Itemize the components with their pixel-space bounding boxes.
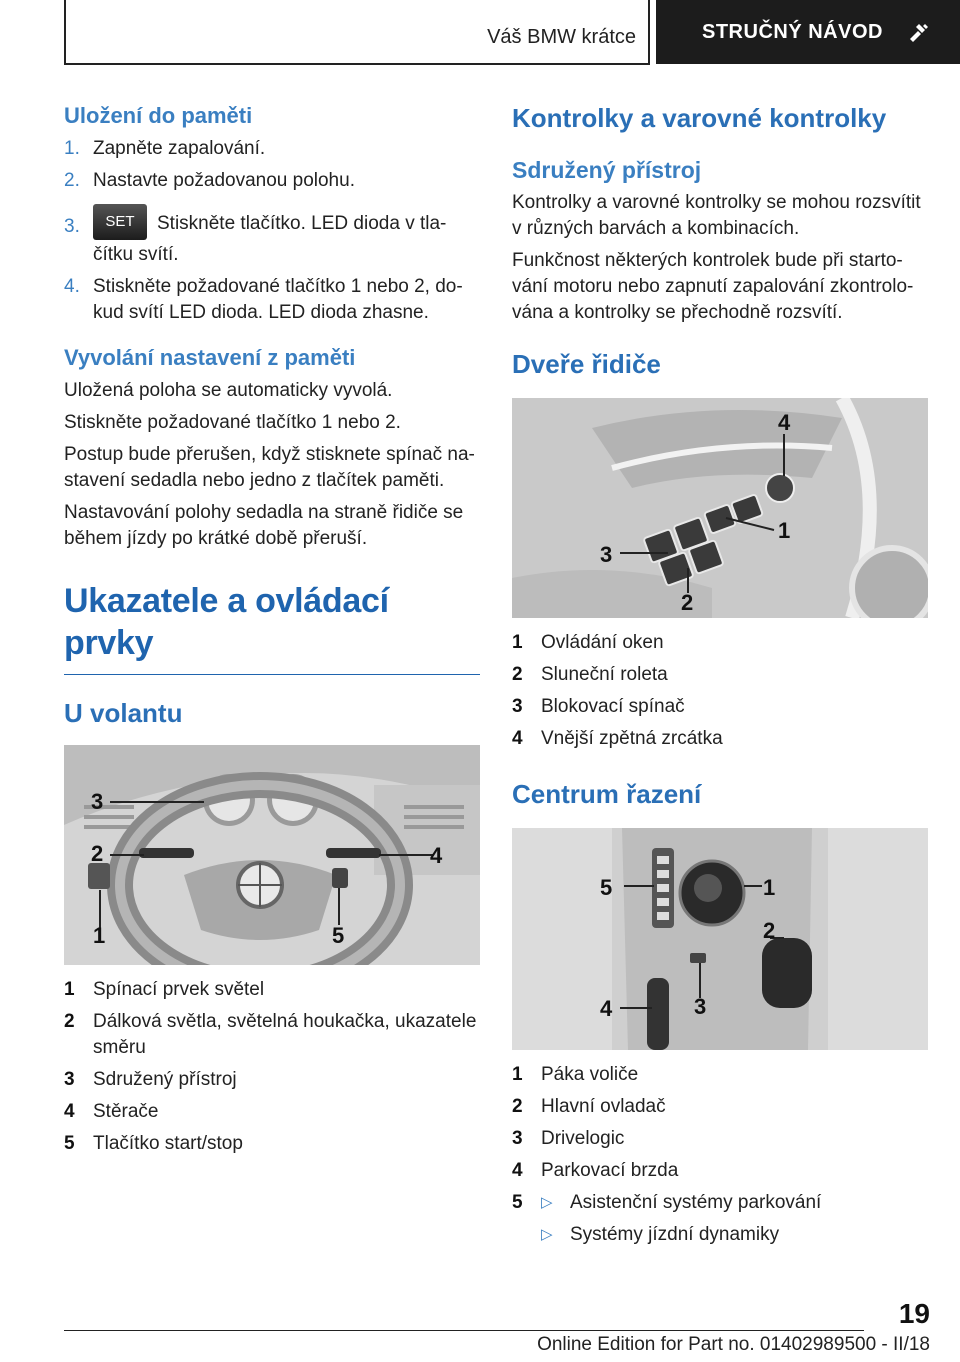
- recall-paragraph: [64, 442, 480, 494]
- legend-key: 4: [512, 728, 523, 749]
- step-text-cont: kud svítí LED dioda. LED dioda zhasne.: [93, 302, 429, 323]
- legend-key: 1: [512, 632, 523, 653]
- legend-text-cont: směru: [93, 1037, 146, 1058]
- warnings-paragraph: [512, 190, 928, 242]
- header-rule-divider: [648, 0, 650, 64]
- legend-text: Spínací prvek světel: [93, 979, 265, 1000]
- legend-text: Blokovací spínač: [541, 696, 685, 717]
- step-text: Stiskněte požadované tlačítko 1 nebo 2, do-: [93, 276, 463, 297]
- warnings-text: vána a kontrolky se přechodně rozsvítí.: [512, 302, 843, 323]
- steering-legend: [64, 977, 480, 1157]
- legend-key: 2: [512, 664, 523, 685]
- legend-item: [512, 1062, 928, 1088]
- legend-text: Sluneční roleta: [541, 664, 668, 685]
- recall-heading: Vyvolání nastavení z paměti: [64, 345, 356, 370]
- header-section-title: Váš BMW krátce: [487, 26, 636, 48]
- footer-edition: Online Edition for Part no. 01402989500 - II/18: [537, 1334, 930, 1355]
- header-rule-left: [64, 0, 66, 64]
- legend-item: [512, 1094, 928, 1120]
- memory-step: [64, 168, 480, 194]
- recall-text: stavení sedadla nebo jedno z tlačítek paměti.: [64, 470, 445, 491]
- memory-step: [64, 206, 480, 268]
- step-text-cont: čítku svítí.: [93, 244, 179, 265]
- set-button-icon: SET: [93, 204, 147, 240]
- legend-key: 5: [512, 1192, 523, 1213]
- step-text: Nastavte požadovanou polohu.: [93, 170, 355, 191]
- footer-rule: [64, 1330, 864, 1331]
- callout-5: 5: [600, 875, 613, 900]
- legend-item: [512, 694, 928, 720]
- callout-1: 1: [93, 923, 106, 948]
- callout-1: 1: [763, 875, 776, 900]
- step-number: 1.: [64, 138, 80, 159]
- header-chapter-tab: [656, 0, 960, 64]
- legend-text: Stěrače: [93, 1101, 159, 1122]
- memory-heading: Uložení do paměti: [64, 103, 253, 128]
- door-legend: [512, 630, 928, 752]
- driver-door-image: [512, 398, 928, 618]
- recall-paragraph: Uložená poloha se automaticky vyvolá.: [64, 380, 393, 401]
- legend-text: Páka voliče: [541, 1064, 639, 1085]
- page-number: 19: [898, 1298, 930, 1329]
- legend-item: [512, 1158, 928, 1184]
- warnings-heading: Kontrolky a varovné kontrolky: [512, 103, 887, 133]
- driver-door-heading: Dveře řidiče: [512, 349, 661, 379]
- controls-heading: Ukazatele a ovládací prvky: [64, 582, 389, 662]
- legend-item: [64, 1067, 480, 1093]
- header-chapter-label: STRUČNÝ NÁVOD: [702, 20, 883, 43]
- warnings-text: vání motoru nebo zapnutí zapalování zkontrolo-: [512, 276, 914, 297]
- legend-key: 2: [512, 1096, 523, 1117]
- legend-key: 2: [64, 1011, 75, 1032]
- memory-step: [64, 274, 480, 326]
- legend-item: [512, 662, 928, 688]
- warnings-text: Funkčnost některých kontrolek bude při starto-: [512, 250, 903, 271]
- legend-text: Asistenční systémy parkování: [570, 1192, 822, 1213]
- legend-text: Sdružený přístroj: [93, 1069, 237, 1090]
- legend-item: [512, 1190, 928, 1248]
- legend-item: [64, 977, 480, 1003]
- driver-door-drawing: [512, 398, 928, 618]
- callout-4: 4: [778, 410, 791, 435]
- step-number: 2.: [64, 170, 80, 191]
- legend-key: 1: [512, 1064, 523, 1085]
- instrument-cluster-heading: Sdružený přístroj: [512, 157, 702, 183]
- legend-text: Parkovací brzda: [541, 1160, 679, 1181]
- legend-item: [64, 1099, 480, 1125]
- callout-4: 4: [600, 996, 613, 1021]
- legend-text: Dálková světla, světelná houkačka, ukazatele: [93, 1011, 477, 1032]
- recall-paragraph: Stiskněte požadované tlačítko 1 nebo 2.: [64, 412, 401, 433]
- header-rule-bottom: [64, 63, 650, 65]
- callout-3: 3: [91, 789, 104, 814]
- legend-key: 4: [64, 1101, 75, 1122]
- legend-item: [512, 630, 928, 656]
- legend-key: 1: [64, 979, 75, 1000]
- steering-wheel-drawing: [64, 745, 480, 965]
- legend-item: [512, 1126, 928, 1152]
- triangle-bullet-icon: ▷: [541, 1194, 553, 1211]
- step-text: Stiskněte tlačítko. LED dioda v tla-: [157, 213, 447, 235]
- gear-console-image: [512, 828, 928, 1050]
- steering-wheel-heading: U volantu: [64, 698, 183, 728]
- legend-text: Drivelogic: [541, 1128, 625, 1149]
- steering-wheel-image: [64, 745, 480, 965]
- warnings-text: Kontrolky a varovné kontrolky se mohou rozsvítit: [512, 192, 921, 213]
- gear-console-heading: Centrum řazení: [512, 779, 702, 809]
- warnings-text: v různých barvách a kombinacích.: [512, 218, 800, 239]
- legend-item: [64, 1131, 480, 1157]
- callout-2: 2: [681, 590, 694, 615]
- left-column: [64, 100, 480, 1163]
- callout-2: 2: [763, 918, 776, 943]
- legend-key: 3: [512, 1128, 523, 1149]
- legend-key: 4: [512, 1160, 523, 1181]
- recall-paragraph: [64, 500, 480, 552]
- memory-steps: [64, 136, 480, 326]
- right-column: [512, 100, 928, 1254]
- callout-4: 4: [430, 843, 443, 868]
- step-number: 4.: [64, 276, 80, 297]
- callout-2: 2: [91, 841, 104, 866]
- legend-key: 3: [64, 1069, 75, 1090]
- callout-1: 1: [778, 518, 791, 543]
- hammer-icon: [909, 21, 931, 43]
- callout-3: 3: [694, 994, 707, 1019]
- legend-text: Ovládání oken: [541, 632, 664, 653]
- callout-3: 3: [600, 542, 613, 567]
- recall-text: během jízdy po krátké době přeruší.: [64, 528, 368, 549]
- recall-text: Postup bude přerušen, když stisknete spínač na-: [64, 444, 475, 465]
- controls-heading-rule: [64, 674, 480, 675]
- legend-text: Vnější zpětná zrcátka: [541, 728, 723, 749]
- step-number: 3.: [64, 216, 80, 237]
- legend-item: [64, 1009, 480, 1061]
- callout-5: 5: [332, 923, 345, 948]
- gear-console-drawing: [512, 828, 928, 1050]
- warnings-paragraph: [512, 248, 928, 326]
- legend-item: [512, 726, 928, 752]
- console-legend: [512, 1062, 928, 1248]
- triangle-bullet-icon: ▷: [541, 1226, 553, 1243]
- legend-key: 5: [64, 1133, 75, 1154]
- legend-text: Hlavní ovladač: [541, 1096, 666, 1117]
- legend-text: Tlačítko start/stop: [93, 1133, 243, 1154]
- recall-text: Nastavování polohy sedadla na straně řidiče se: [64, 502, 464, 523]
- memory-step: [64, 136, 480, 162]
- legend-text: Systémy jízdní dynamiky: [570, 1224, 780, 1245]
- step-text: Zapněte zapalování.: [93, 138, 266, 159]
- legend-key: 3: [512, 696, 523, 717]
